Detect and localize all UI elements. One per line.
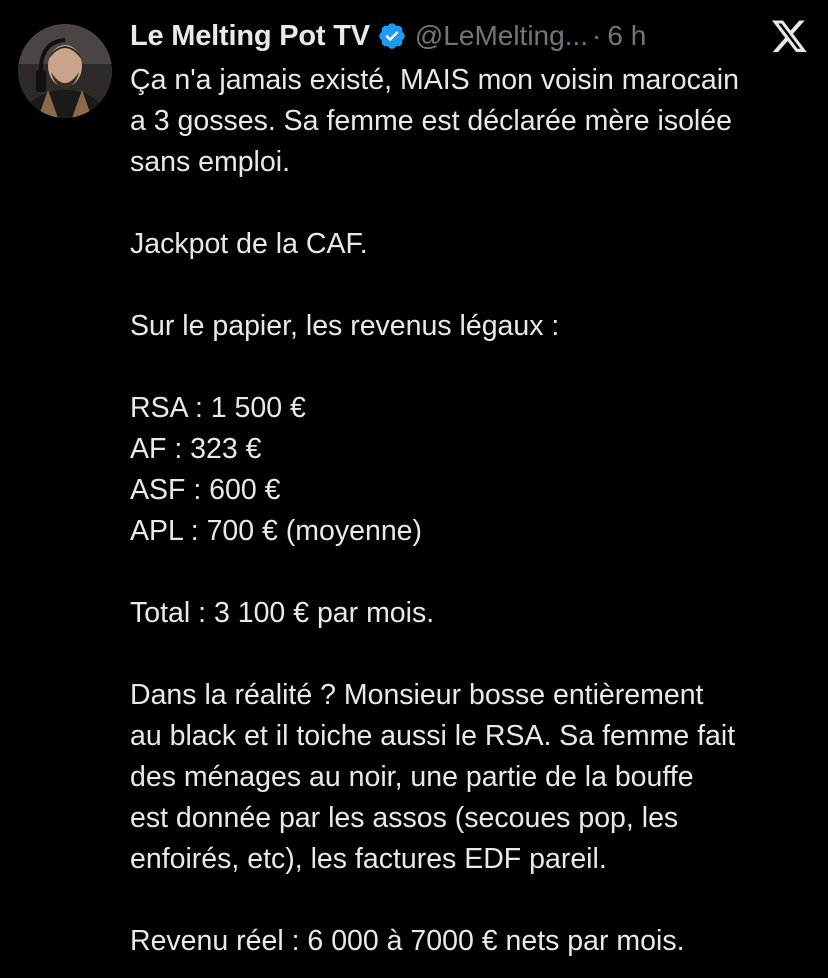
tweet-line: APL : 700 € (moyenne) bbox=[130, 515, 423, 547]
tweet-line: sans emploi. bbox=[130, 146, 290, 178]
avatar-image bbox=[18, 24, 112, 118]
tweet-blank-line bbox=[130, 880, 820, 921]
tweet-line: Jackpot de la CAF. bbox=[130, 228, 368, 260]
tweet-line: Total : 3 100 € par mois. bbox=[130, 597, 435, 629]
tweet-header bbox=[130, 16, 646, 56]
handle[interactable]: @LeMelting... bbox=[414, 20, 589, 51]
tweet-line: au black et il toiche aussi le RSA. Sa femme fait bbox=[130, 720, 736, 752]
verified-badge-icon bbox=[377, 21, 407, 51]
x-logo-icon bbox=[772, 20, 808, 54]
display-name[interactable]: Le Melting Pot TV bbox=[130, 19, 370, 52]
tweet-line: Sur le papier, les revenus légaux : bbox=[130, 310, 560, 342]
tweet-line: a 3 gosses. Sa femme est déclarée mère isolée bbox=[130, 105, 732, 137]
separator-dot: · bbox=[592, 20, 602, 51]
tweet-blank-line bbox=[130, 634, 820, 675]
tweet-line: Revenu réel : 6 000 à 7000 € nets par mois. bbox=[130, 925, 685, 957]
tweet-line: RSA : 1 500 € bbox=[130, 392, 306, 424]
tweet-line: Dans la réalité ? Monsieur bosse entièrement bbox=[130, 679, 704, 711]
tweet-line: des ménages au noir, une partie de la bouffe bbox=[130, 761, 694, 793]
tweet-text bbox=[130, 60, 820, 962]
tweet-blank-line bbox=[130, 552, 820, 593]
tweet-line: est donnée par les assos (secoues pop, les bbox=[130, 802, 679, 834]
tweet-blank-line bbox=[130, 183, 820, 224]
tweet-blank-line bbox=[130, 265, 820, 306]
tweet-line: AF : 323 € bbox=[130, 433, 262, 465]
tweet-line: ASF : 600 € bbox=[130, 474, 281, 506]
tweet-line: enfoirés, etc), les factures EDF pareil. bbox=[130, 843, 607, 875]
tweet-blank-line bbox=[130, 347, 820, 388]
tweet-line: Ça n'a jamais existé, MAIS mon voisin marocain bbox=[130, 64, 739, 96]
avatar[interactable] bbox=[18, 24, 112, 118]
timestamp[interactable]: 6 h bbox=[607, 20, 647, 51]
